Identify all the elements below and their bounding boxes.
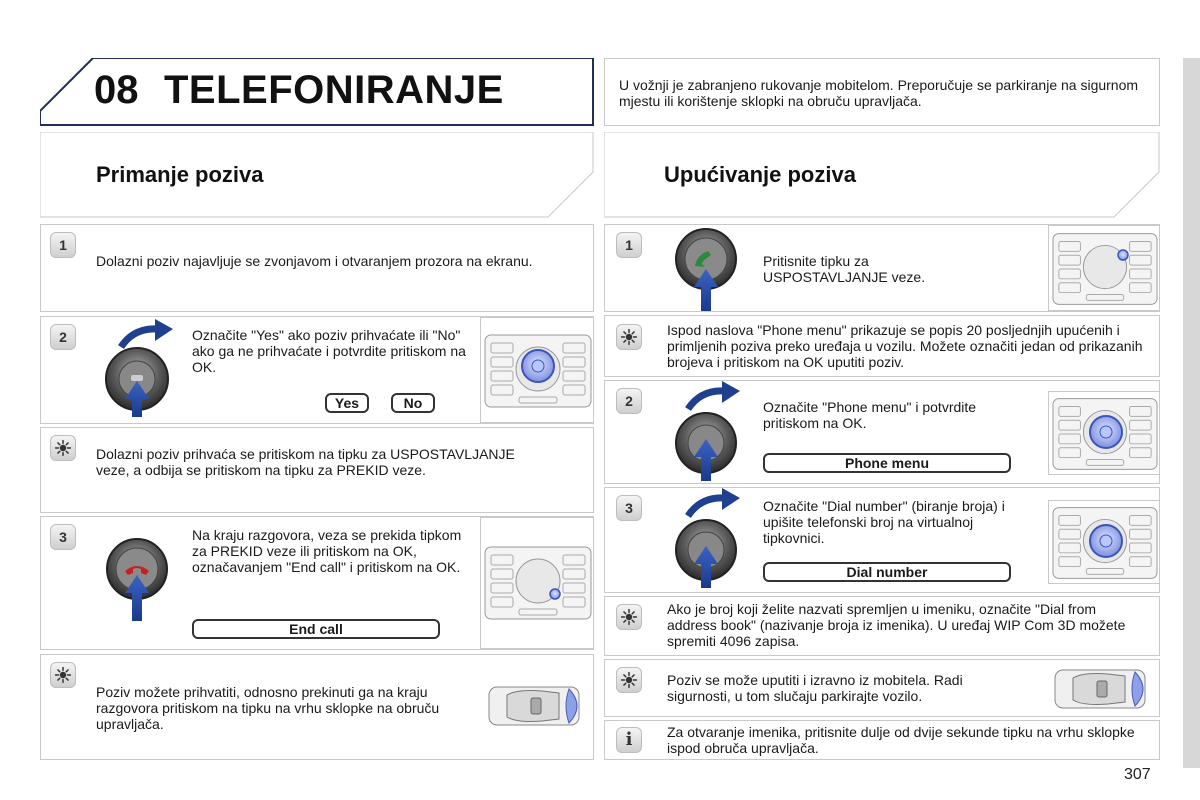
- hangup-button-icon: [99, 537, 179, 637]
- section-header-left: [40, 132, 594, 218]
- right-info-text: Za otvaranje imenika, pritisnite dulje od dvije sekunde tipku na vrhu sklopke ispod obruča upravljača.: [667, 724, 1135, 756]
- console-image: [480, 517, 594, 649]
- right-tip1-text: Ispod naslova "Phone menu" prikazuje se popis 20 posljednjih upućenih i primljenih poziva preko uređaja u vozilu. Možete označiti jedan od prikazanih brojeva i pritiskom na OK uputiti poziv.: [667, 322, 1143, 370]
- step-badge: 2: [616, 388, 642, 414]
- dial-number-button[interactable]: Dial number: [763, 562, 1011, 582]
- step-badge: 1: [616, 232, 642, 258]
- page-number: 307: [1124, 766, 1151, 783]
- info-icon: i: [616, 727, 642, 753]
- end-call-button[interactable]: End call: [192, 619, 440, 639]
- warning-box: [604, 58, 1160, 126]
- right-tip2-text: Ako je broj koji želite nazvati spremljen u imeniku, označite "Dial from address book" (nazivanje broja iz imenika). U uređaj WIP Com 3D možete spremiti 4096 zapisa.: [667, 601, 1126, 649]
- no-button[interactable]: No: [391, 393, 435, 413]
- ok-knob-icon: [99, 319, 179, 419]
- right-tip3-box: [604, 659, 1160, 717]
- tip-sun-icon: [616, 324, 642, 350]
- right-step2-box: [604, 380, 1160, 484]
- right-info-box: [604, 720, 1160, 760]
- console-image: [1048, 500, 1160, 584]
- left-step1-box: [40, 224, 594, 312]
- call-button-icon: [668, 225, 748, 313]
- right-step1-text: Pritisnite tipku za USPOSTAVLJANJE veze.: [763, 253, 926, 285]
- tip-sun-icon: [616, 667, 642, 693]
- chapter-header: [40, 58, 594, 126]
- step-badge: 3: [616, 495, 642, 521]
- right-step2-text: Označite "Phone menu" i potvrdite pritiskom na OK.: [763, 399, 977, 431]
- left-tip2-box: [40, 654, 594, 760]
- yes-button[interactable]: Yes: [325, 393, 369, 413]
- left-step2-text: Označite "Yes" ako poziv prihvaćate ili "No" ako ga ne prihvaćate i potvrdite pritiskom na OK.: [192, 327, 466, 375]
- console-image: [480, 317, 594, 423]
- left-tip1-text: Dolazni poziv prihvaća se pritiskom na tipku za USPOSTAVLJANJE veze, a odbija se pritiskom na tipku za PREKID veze.: [96, 446, 515, 478]
- console-image: [1048, 225, 1160, 311]
- console-image: [1048, 391, 1160, 475]
- phone-menu-button[interactable]: Phone menu: [763, 453, 1011, 473]
- left-step3-box: [40, 516, 594, 650]
- ok-knob-icon: [668, 381, 748, 485]
- section-title-left: Primanje poziva: [96, 162, 264, 187]
- left-step1-text: Dolazni poziv najavljuje se zvonjavom i otvaranjem prozora na ekranu.: [96, 253, 533, 269]
- step-badge: 2: [50, 324, 76, 350]
- step-badge: 3: [50, 524, 76, 550]
- right-tip1-box: [604, 315, 1160, 377]
- left-tip2-text: Poziv možete prihvatiti, odnosno prekinuti ga na kraju razgovora pritiskom na tipku na vrhu sklopke na obruču upravljača.: [96, 684, 440, 732]
- right-step3-box: [604, 487, 1160, 593]
- warning-text: U vožnji je zabranjeno rukovanje mobitelom. Preporučuje se parkiranje na sigurnom mjestu ili korištenje sklopki na obruču upravljača.: [619, 77, 1139, 109]
- left-tip1-box: [40, 427, 594, 513]
- section-title-right: Upućivanje poziva: [664, 162, 856, 187]
- tip-sun-icon: [50, 662, 76, 688]
- right-tip3-text: Poziv se može uputiti i izravno iz mobitela. Radi sigurnosti, u tom slučaju parkirajte vozilo.: [667, 672, 963, 704]
- section-header-right: [604, 132, 1160, 218]
- left-step3-text: Na kraju razgovora, veza se prekida tipkom za PREKID veze ili pritiskom na OK, označavanjem "End call" i pritiskom na OK.: [192, 527, 462, 575]
- left-step2-box: [40, 316, 594, 424]
- right-step1-box: [604, 224, 1160, 312]
- chapter-number: 08: [94, 68, 139, 112]
- chapter-title: TELEFONIRANJE: [164, 68, 504, 112]
- tip-sun-icon: [50, 435, 76, 461]
- right-step3-text: Označite "Dial number" (biranje broja) i upišite telefonski broj na virtualnoj tipkovnici.: [763, 498, 1005, 546]
- steering-stalk-image: [1053, 664, 1153, 714]
- step-badge: 1: [50, 232, 76, 258]
- steering-stalk-image: [487, 681, 587, 731]
- right-tip2-box: [604, 596, 1160, 656]
- ok-knob-icon: [668, 488, 748, 592]
- tip-sun-icon: [616, 604, 642, 630]
- page-edge-tab: [1183, 58, 1200, 768]
